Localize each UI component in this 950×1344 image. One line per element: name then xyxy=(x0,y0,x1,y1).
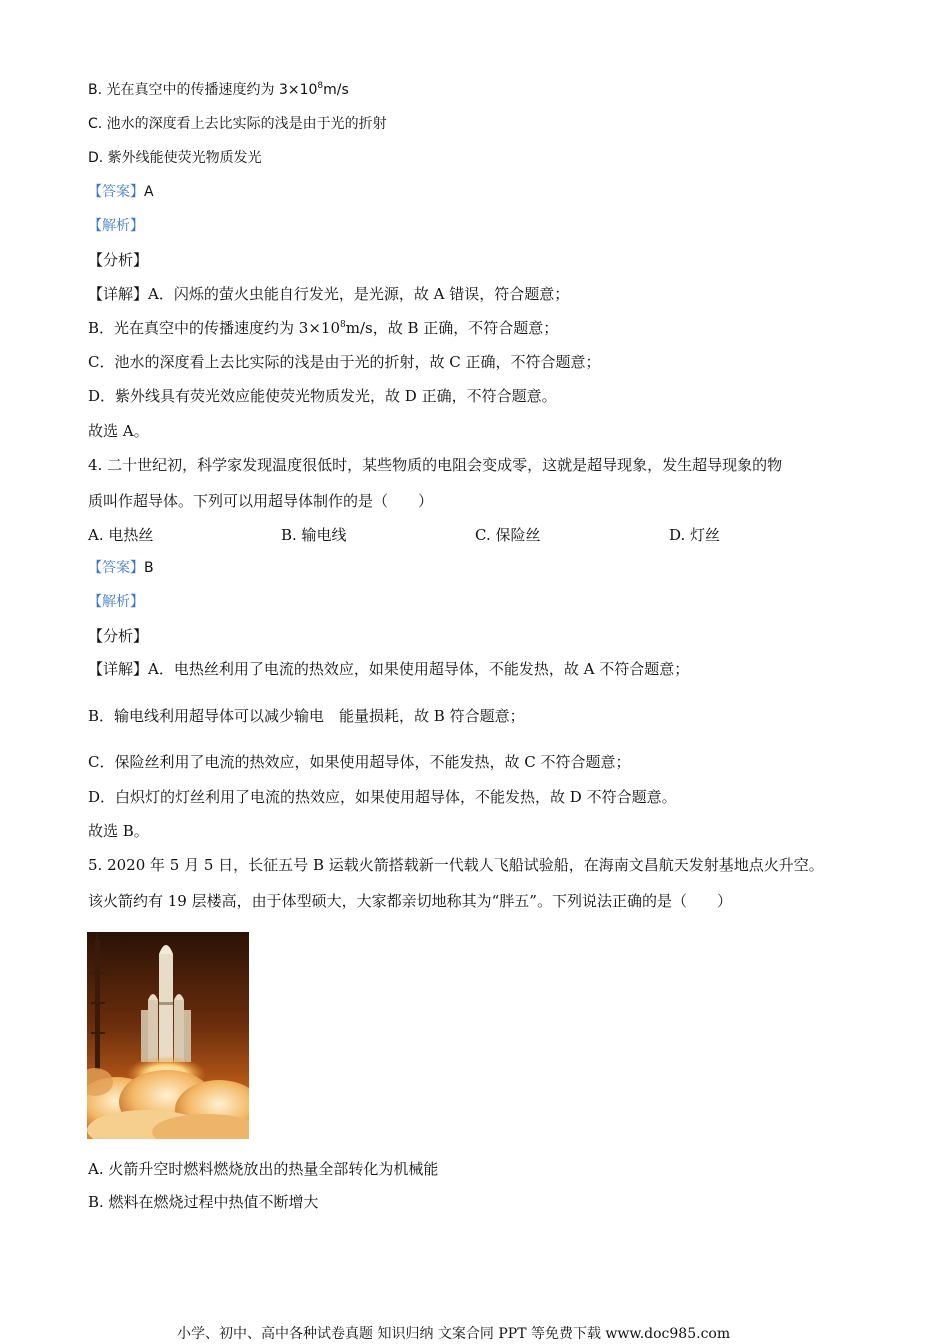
q4-answer: 【答案】B xyxy=(88,560,154,576)
q5-option-a: A. 火箭升空时燃料燃烧放出的热量全部转化为机械能 xyxy=(88,1160,439,1178)
q4-option-c: C. 保险丝 xyxy=(475,526,541,544)
q4-stem-line2: 质叫作超导体。下列可以用超导体制作的是（ ） xyxy=(88,492,434,510)
q4-stem-line1: 4. 二十世纪初，科学家发现温度很低时，某些物质的电阻会变成零，这就是超导现象，发生超导现象的物 xyxy=(88,456,783,474)
q3-option-b: B. 光在真空中的传播速度约为 $3\times 10^8m/s$ xyxy=(88,81,349,98)
q3-analysis-tag: 【解析】 xyxy=(88,218,144,234)
q4-option-a: A. 电热丝 xyxy=(88,526,154,544)
q3-detail-a: 【详解】A．闪烁的萤火虫能自行发光，是光源，故 A 错误，符合题意； xyxy=(88,285,570,303)
q3-detail-c: C．池水的深度看上去比实际的浅是由于光的折射，故 C 正确，不符合题意； xyxy=(88,353,601,371)
q3-conclusion: 故选 A。 xyxy=(88,422,149,440)
q5-option-b: B. 燃料在燃烧过程中热值不断增大 xyxy=(88,1193,319,1211)
q4-detail-a: 【详解】A．电热丝利用了电流的热效应，如果使用超导体，不能发热，故 A 不符合题意； xyxy=(88,660,690,678)
q4-option-d: D. 灯丝 xyxy=(669,526,721,544)
q5-stem-line1: 5. 2020 年 5 月 5 日，长征五号 B 运载火箭搭载新一代载人飞船试验船，在海南文昌航天发射基地点火升空。 xyxy=(88,856,824,874)
q4-option-b: B. 输电线 xyxy=(281,526,347,544)
rocket-launch-photo xyxy=(87,932,249,1139)
q4-conclusion: 故选 B。 xyxy=(88,822,149,840)
q3-detail-b: B．光在真空中的传播速度约为 $3\times 10^8m/s$，故 B 正确，不符合题意； xyxy=(88,319,559,337)
q3-option-d: D. 紫外线能使荧光物质发光 xyxy=(88,150,262,166)
q5-stem-line2: 该火箭约有 19 层楼高，由于体型硕大，大家都亲切地称其为“胖五”。下列说法正确的是（ ） xyxy=(88,892,732,910)
q4-options-row xyxy=(88,525,848,545)
q4-detail-c: C．保险丝利用了电流的热效应，如果使用超导体，不能发热，故 C 不符合题意； xyxy=(88,753,631,771)
q4-detail-b: B．输电线利用超导体可以减少输电 能量损耗，故 B 符合题意； xyxy=(88,707,525,725)
q3-detail-d: D．紫外线具有荧光效应能使荧光物质发光，故 D 正确，不符合题意。 xyxy=(88,387,557,405)
page-footer: 小学、初中、高中各种试卷真题 知识归纳 文案合同 PPT 等免费下载 www.doc985.com xyxy=(177,1326,731,1342)
q3-answer: 【答案】A xyxy=(88,184,154,200)
q4-analysis-tag: 【解析】 xyxy=(88,594,144,610)
q4-detail-d: D．白炽灯的灯丝利用了电流的热效应，如果使用超导体，不能发热，故 D 不符合题意。 xyxy=(88,788,677,806)
q3-fenxi: 【分析】 xyxy=(88,251,149,269)
q4-fenxi: 【分析】 xyxy=(88,627,149,645)
q3-option-c: C. 池水的深度看上去比实际的浅是由于光的折射 xyxy=(88,116,387,132)
